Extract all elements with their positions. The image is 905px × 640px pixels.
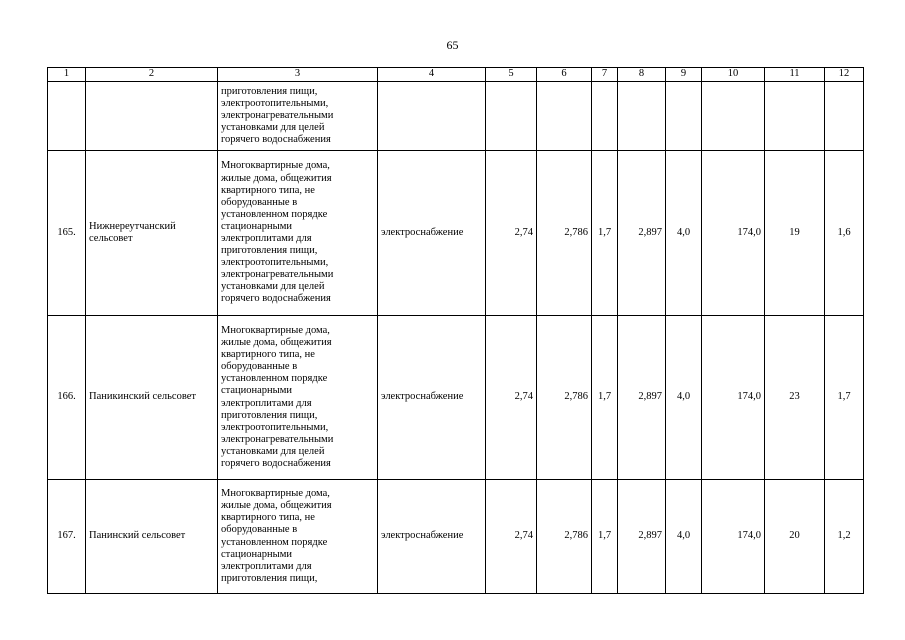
description-line: оборудованные в — [221, 361, 298, 373]
empty-cell — [666, 82, 702, 151]
description-line: стационарными — [221, 548, 292, 560]
empty-cell — [48, 82, 86, 151]
empty-cell — [486, 82, 537, 151]
municipality-name: Паникинский сельсовет — [86, 316, 218, 480]
description-line: квартирного типа, не — [221, 512, 315, 524]
column-header: 7 — [592, 68, 618, 82]
description-line: горячего водоснабжения — [221, 293, 331, 305]
empty-cell — [378, 82, 486, 151]
service-type: электроснабжение — [378, 151, 486, 316]
value-col5: 2,74 — [486, 151, 537, 316]
description-line: Многоквартирные дома, — [221, 324, 330, 336]
value-col11: 23 — [765, 316, 825, 480]
description-line: приготовления пищи, — [221, 409, 318, 421]
value-col10: 174,0 — [702, 480, 765, 594]
description-line: электронагревательными — [221, 433, 334, 445]
description-line: установками для целей — [221, 445, 325, 457]
value-col6: 2,786 — [537, 480, 592, 594]
empty-cell — [618, 82, 666, 151]
description-line: установками для целей — [221, 122, 325, 134]
row-number: 166. — [48, 316, 86, 480]
empty-cell — [592, 82, 618, 151]
value-col12: 1,2 — [825, 480, 864, 594]
description-line: горячего водоснабжения — [221, 457, 331, 469]
value-col6: 2,786 — [537, 151, 592, 316]
description-line: электроотопительными, — [221, 97, 329, 109]
value-col11: 19 — [765, 151, 825, 316]
table-row — [48, 480, 864, 594]
table-row — [48, 316, 864, 480]
header-row — [48, 68, 864, 82]
column-header: 5 — [486, 68, 537, 82]
empty-cell — [537, 82, 592, 151]
description-line: горячего водоснабжения — [221, 134, 331, 146]
value-col5: 2,74 — [486, 480, 537, 594]
description-line: оборудованные в — [221, 524, 298, 536]
table-row — [48, 151, 864, 316]
continuation-row — [48, 82, 864, 151]
description-cell — [218, 151, 378, 316]
description-line: установленном порядке — [221, 208, 328, 220]
tariff-table — [47, 67, 864, 594]
description-line: жилые дома, общежития — [221, 337, 332, 349]
description-line: электронагревательными — [221, 269, 334, 281]
value-col12: 1,6 — [825, 151, 864, 316]
column-header: 12 — [825, 68, 864, 82]
description-line: установленном порядке — [221, 536, 328, 548]
value-col12: 1,7 — [825, 316, 864, 480]
description-line: оборудованные в — [221, 196, 298, 208]
description-line: электроплитами для — [221, 397, 312, 409]
service-type: электроснабжение — [378, 480, 486, 594]
description-line: установленном порядке — [221, 373, 328, 385]
column-header: 11 — [765, 68, 825, 82]
column-header: 2 — [86, 68, 218, 82]
value-col6: 2,786 — [537, 316, 592, 480]
description-cell — [218, 316, 378, 480]
description-line: жилые дома, общежития — [221, 172, 332, 184]
empty-cell — [86, 82, 218, 151]
value-col8: 2,897 — [618, 480, 666, 594]
value-col7: 1,7 — [592, 480, 618, 594]
value-col8: 2,897 — [618, 316, 666, 480]
value-col5: 2,74 — [486, 316, 537, 480]
column-header: 3 — [218, 68, 378, 82]
value-col10: 174,0 — [702, 151, 765, 316]
description-line: стационарными — [221, 220, 292, 232]
empty-cell — [765, 82, 825, 151]
description-line: электронагревательными — [221, 109, 334, 121]
value-col7: 1,7 — [592, 316, 618, 480]
municipality-name: Панинский сельсовет — [86, 480, 218, 594]
description-line: приготовления пищи, — [221, 245, 318, 257]
description-line: приготовления пищи, — [221, 85, 318, 97]
description-line: Многоквартирные дома, — [221, 160, 330, 172]
row-number: 167. — [48, 480, 86, 594]
row-number: 165. — [48, 151, 86, 316]
description-cell — [218, 82, 378, 151]
value-col9: 4,0 — [666, 316, 702, 480]
description-line: Многоквартирные дома, — [221, 488, 330, 500]
column-header: 9 — [666, 68, 702, 82]
empty-cell — [702, 82, 765, 151]
empty-cell — [825, 82, 864, 151]
description-line: электроплитами для — [221, 560, 312, 572]
description-line: жилые дома, общежития — [221, 500, 332, 512]
description-line: электроотопительными, — [221, 257, 329, 269]
value-col11: 20 — [765, 480, 825, 594]
description-line: электроотопительными, — [221, 421, 329, 433]
column-header: 4 — [378, 68, 486, 82]
value-col10: 174,0 — [702, 316, 765, 480]
description-line: установками для целей — [221, 281, 325, 293]
description-cell — [218, 480, 378, 594]
column-header: 10 — [702, 68, 765, 82]
page-number: 65 — [446, 38, 459, 52]
value-col9: 4,0 — [666, 151, 702, 316]
column-header: 1 — [48, 68, 86, 82]
description-line: квартирного типа, не — [221, 349, 315, 361]
description-line: квартирного типа, не — [221, 184, 315, 196]
service-type: электроснабжение — [378, 316, 486, 480]
value-col7: 1,7 — [592, 151, 618, 316]
description-line: стационарными — [221, 385, 292, 397]
column-header: 8 — [618, 68, 666, 82]
description-line: приготовления пищи, — [221, 572, 318, 584]
municipality-name: Нижнереутчанский сельсовет — [86, 151, 218, 316]
value-col8: 2,897 — [618, 151, 666, 316]
column-header: 6 — [537, 68, 592, 82]
description-line: электроплитами для — [221, 233, 312, 244]
value-col9: 4,0 — [666, 480, 702, 594]
